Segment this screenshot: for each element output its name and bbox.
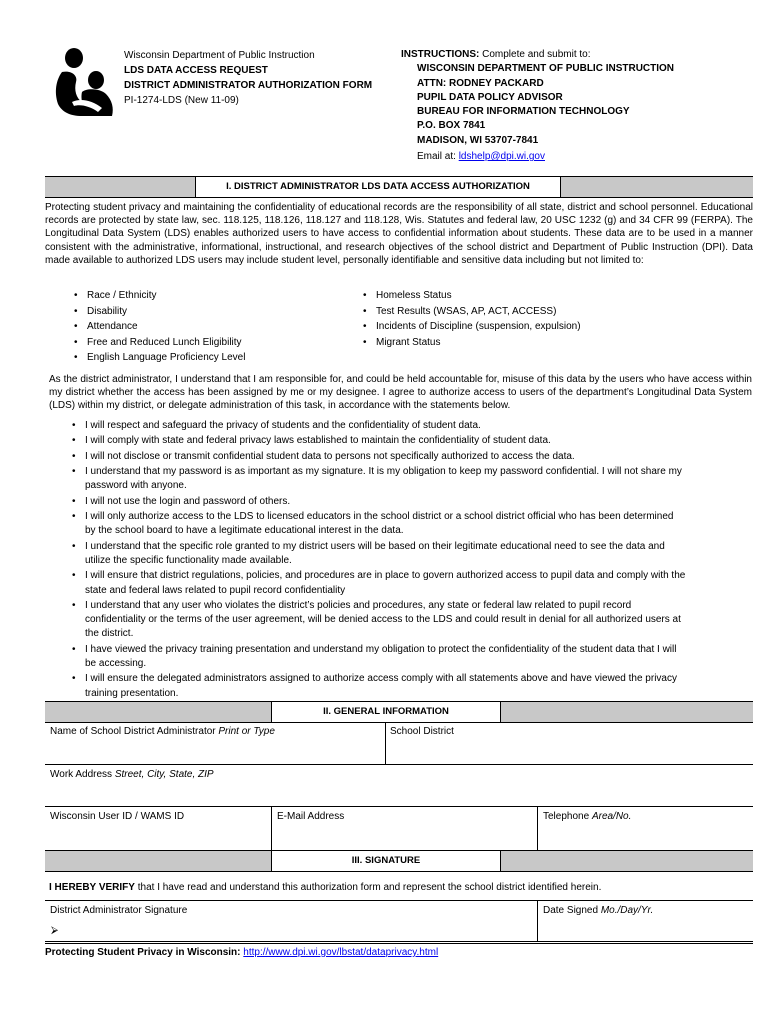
- date-signed-field[interactable]: [538, 901, 753, 941]
- email-label: Email at:: [417, 151, 459, 163]
- divider: [45, 943, 753, 944]
- data-types-left: [72, 288, 245, 366]
- school-district-field[interactable]: [386, 722, 753, 764]
- statement-item: • I will not use the login and password of others.: [70, 495, 686, 509]
- list-item: • Race / Ethnicity: [72, 288, 245, 304]
- statement-item: • I have viewed the privacy training presentation and understand my obligation to protect the confidentiality of the student data that I will be accessing.: [70, 643, 686, 671]
- statement-item: • I will ensure the delegated administrators assigned to authorize access comply with all statements above and have viewed the privacy training presentation.: [70, 672, 686, 700]
- form-number: PI-1274-LDS (New 11-09): [124, 95, 239, 106]
- instructions-label: INSTRUCTIONS:: [401, 49, 480, 60]
- address-line-1: WISCONSIN DEPARTMENT OF PUBLIC INSTRUCTION: [417, 63, 675, 75]
- form-title-line1: LDS DATA ACCESS REQUEST: [124, 65, 268, 76]
- statement-item: • I will ensure that district regulations, policies, and procedures are in place to govern authorized access to pupil data and comply with the state and federal laws related to pupil record confidentiality: [70, 569, 686, 597]
- email-link[interactable]: ldshelp@dpi.wi.gov: [458, 151, 545, 163]
- footer: [45, 947, 438, 958]
- form-header: [124, 48, 372, 108]
- signature-field[interactable]: [45, 901, 537, 941]
- data-types-right: [361, 288, 581, 350]
- statement-item: • I will not disclose or transmit confidential student data to persons not specifically authorized to access the data.: [70, 450, 686, 464]
- list-item: • Attendance: [72, 319, 245, 335]
- signature-label: District Administrator Signature: [50, 905, 188, 916]
- work-address-field[interactable]: [45, 765, 753, 806]
- signature-arrow-icon: ⮚: [51, 925, 59, 936]
- responsibility-paragraph: As the district administrator, I understand that I am responsible for, and could be held accountable for, misuse of this data by the users who have access within my district whether the access has been assigned by me or my designee. I agree to authorize access to users of the department’s Longitudinal Data System (LDS) within my district, or delegate administration of this task, in accordance with the statements below.: [49, 374, 752, 412]
- footer-label: Protecting Student Privacy in Wisconsin:: [45, 947, 244, 958]
- admin-name-field[interactable]: [45, 722, 385, 764]
- statement-item: • I understand that my password is as important as my signature. It is my obligation to keep my password confidential. I will not share my password with anyone.: [70, 465, 686, 493]
- agency-name: Wisconsin Department of Public Instruction: [124, 50, 315, 61]
- admin-name-label: Name of School District Administrator Print or Type: [50, 726, 275, 737]
- email-address-label: E-Mail Address: [277, 811, 345, 822]
- list-item: • Homeless Status: [361, 288, 581, 304]
- list-item: • Incidents of Discipline (suspension, expulsion): [361, 319, 581, 335]
- divider: [45, 941, 753, 942]
- form-title-line2: DISTRICT ADMINISTRATOR AUTHORIZATION FORM: [124, 80, 373, 91]
- statement-item: • I will comply with state and federal privacy laws established to maintain the confidentiality of student data.: [70, 434, 686, 448]
- work-address-label: Work Address Street, City, State, ZIP: [50, 769, 214, 780]
- telephone-field[interactable]: [538, 807, 753, 849]
- email-line: [401, 150, 674, 164]
- list-item: • Migrant Status: [361, 335, 581, 351]
- statement-item: • I understand that the specific role granted to my district users will be based on their legitimate educational need to see the data and utilize the specific functionality made available.: [70, 540, 686, 568]
- section2-title: II. GENERAL INFORMATION: [271, 702, 501, 722]
- statement-item: • I will respect and safeguard the privacy of students and the confidentiality of student data.: [70, 419, 686, 433]
- address-line-2: ATTN: RODNEY PACKARD: [417, 77, 544, 89]
- address-line-6: MADISON, WI 53707-7841: [417, 134, 539, 146]
- list-item: • English Language Proficiency Level: [72, 350, 245, 366]
- address-line-4: BUREAU FOR INFORMATION TECHNOLOGY: [417, 106, 630, 118]
- list-item: • Disability: [72, 304, 245, 320]
- statement-item: • I will only authorize access to the LDS to licensed educators in the school district or a school district official who has been determined by the school board to have a legitimate educational interest in the data.: [70, 510, 686, 538]
- school-district-label: School District: [390, 726, 454, 737]
- email-field[interactable]: [272, 807, 536, 849]
- list-item: • Free and Reduced Lunch Eligibility: [72, 335, 245, 351]
- dpi-logo-icon: [52, 46, 120, 118]
- user-id-field[interactable]: [45, 807, 271, 849]
- statements-list: [70, 419, 686, 702]
- section2-header: [45, 701, 753, 723]
- intro-paragraph: Protecting student privacy and maintaining the confidentiality of educational records are the responsibility of all state, district and school personnel. Educational records are protected by state law, sec. 118.125, 118.126, 118.127 and 118.128, Wis. Statutes and federal law, 20 USC 1232 (g) and 34 CFR 99 (FERPA). The Longitudinal Data System (LDS) enables authorized users to have access to confidential information about students. These data are to be used in a manner consistent with the administrative, informational, instructional, and research objectives of the school district and Department of Public Instruction (DPI). Data made available to authorized LDS users may include student level, personally identifiable and sensitive data including but not limited to:: [45, 202, 753, 266]
- list-item: • Test Results (WSAS, AP, ACT, ACCESS): [361, 304, 581, 320]
- date-signed-label: Date Signed Mo./Day/Yr.: [543, 905, 654, 916]
- instructions-block: [401, 48, 674, 164]
- address-line-5: P.O. BOX 7841: [417, 120, 486, 132]
- instructions-text: Complete and submit to:: [479, 49, 591, 60]
- telephone-label: Telephone Area/No.: [543, 811, 632, 822]
- section1-header: [45, 176, 753, 198]
- section1-title: I. DISTRICT ADMINISTRATOR LDS DATA ACCESS AUTHORIZATION: [195, 177, 561, 197]
- user-id-label: Wisconsin User ID / WAMS ID: [50, 811, 185, 822]
- instructions-line: [401, 48, 674, 62]
- verify-statement: I HEREBY VERIFY that I have read and understand this authorization form and represent the school district identified herein.: [49, 882, 602, 893]
- address-line-3: PUPIL DATA POLICY ADVISOR: [417, 91, 563, 103]
- section3-header: [45, 850, 753, 872]
- statement-item: • I understand that any user who violates the district’s policies and procedures, any state or federal law related to pupil record confidentiality or the terms of the user agreement, will be denied access to the LDS and could result in denial for all authorized users at the district.: [70, 599, 686, 642]
- privacy-link[interactable]: http://www.dpi.wi.gov/lbstat/dataprivacy.html: [243, 947, 439, 958]
- section3-title: III. SIGNATURE: [271, 851, 501, 871]
